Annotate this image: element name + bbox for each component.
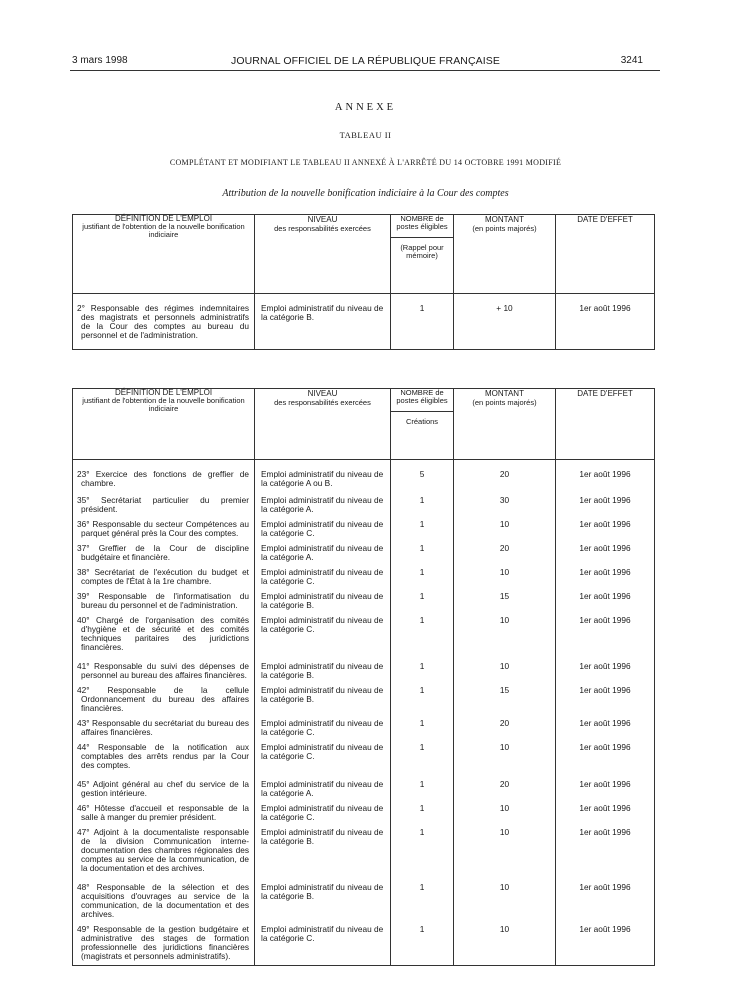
table-row [73,686,655,719]
table-row [73,662,655,686]
emploi-definition: 46° Hôtesse d'accueil et responsable de la salle à manger du premier président. [77,803,249,822]
date-effet: 1er août 1996 [556,304,655,350]
emploi-definition: 40° Chargé de l'organisation des comités d'hygiène et de sécurité et des comités techniques paritaires des juridictions financières. [77,615,249,652]
emploi-definition: 45° Adjoint général au chef du service de la gestion intérieure. [77,779,249,798]
header-page-number: 3241 [620,55,643,66]
table-creations-body [73,470,655,966]
emploi-definition: 38° Secrétariat de l'exécution du budget et comptes de l'État à la 1re chambre. [77,567,249,586]
niveau-responsabilite: Emploi administratif du niveau de la catégorie C. [255,719,391,743]
montant-points: 10 [454,828,556,883]
table-row [73,544,655,568]
col-header-date: DATE D'EFFET [556,215,655,294]
montant-points: 10 [454,804,556,828]
niveau-responsabilite: Emploi administratif du niveau de la catégorie C. [255,520,391,544]
table-row [73,719,655,743]
emploi-definition: 42° Responsable de la cellule Ordonnancement du bureau des affaires financières. [77,685,249,713]
nombre-postes: 1 [391,304,454,350]
niveau-responsabilite: Emploi administratif du niveau de la catégorie C. [255,568,391,592]
table-row [73,883,655,925]
emploi-definition: 36° Responsable du secteur Compétences au parquet général près la Cour des comptes. [77,519,249,538]
niveau-responsabilite: Emploi administratif du niveau de la catégorie B. [255,304,391,350]
date-effet: 1er août 1996 [556,804,655,828]
nombre-postes: 1 [391,883,454,925]
nombre-postes: 1 [391,662,454,686]
table-row [73,743,655,780]
montant-points: 30 [454,496,556,520]
table-creations [72,388,655,966]
date-effet: 1er août 1996 [556,780,655,804]
attribution-subtitle: Attribution de la nouvelle bonification indiciaire à la Cour des comptes [222,188,509,199]
niveau-responsabilite: Emploi administratif du niveau de la catégorie C. [255,616,391,662]
nombre-postes: 1 [391,686,454,719]
date-effet: 1er août 1996 [556,925,655,966]
table-modification-body [73,304,655,350]
niveau-responsabilite: Emploi administratif du niveau de la catégorie C. [255,804,391,828]
niveau-responsabilite: Emploi administratif du niveau de la catégorie A. [255,496,391,520]
montant-points: 15 [454,686,556,719]
date-effet: 1er août 1996 [556,520,655,544]
emploi-definition: 48° Responsable de la sélection et des acquisitions d'ouvrages au service de la communication, de la documentation et des archives. [77,882,249,919]
emploi-definition: 37° Greffier de la Cour de discipline budgétaire et financière. [77,543,249,562]
nombre-postes: 1 [391,743,454,780]
annexe-title: ANNEXE [334,102,397,113]
nombre-postes: 1 [391,828,454,883]
montant-points: 10 [454,883,556,925]
montant-points: 10 [454,662,556,686]
montant-points: 20 [454,470,556,496]
header-rule [70,70,660,71]
nombre-postes: 1 [391,780,454,804]
nombre-postes: 1 [391,804,454,828]
complement-title: COMPLÉTANT ET MODIFIANT LE TABLEAU II ANNEXÉ À L'ARRÊTÉ DU 14 OCTOBRE 1991 MODIFIÉ [169,158,562,167]
nombre-postes: 1 [391,544,454,568]
emploi-definition: 44° Responsable de la notification aux comptables des arrêts rendus par la Cour des comptes. [77,742,249,770]
col-header-niveau: NIVEAU des responsabilités exercées [255,215,391,294]
date-effet: 1er août 1996 [556,470,655,496]
montant-points: 15 [454,592,556,616]
date-effet: 1er août 1996 [556,544,655,568]
nombre-postes: 1 [391,496,454,520]
table-row [73,568,655,592]
montant-points: 10 [454,568,556,592]
niveau-responsabilite: Emploi administratif du niveau de la catégorie B. [255,883,391,925]
table-row [73,828,655,883]
emploi-definition: 2° Responsable des régimes indemnitaires des magistrats et personnels administratifs de la Cour des comptes au bureau du personnel et de l'administration. [77,303,249,340]
niveau-responsabilite: Emploi administratif du niveau de la catégorie C. [255,743,391,780]
emploi-definition: 23° Exercice des fonctions de greffier de chambre. [77,469,249,488]
montant-points: 10 [454,925,556,966]
niveau-responsabilite: Emploi administratif du niveau de la catégorie A. [255,780,391,804]
header-date: 3 mars 1998 [72,55,128,66]
nombre-postes: 5 [391,470,454,496]
col-header-montant: MONTANT (en points majorés) [454,215,556,294]
emploi-definition: 41° Responsable du suivi des dépenses de personnel au bureau des affaires financières. [77,661,249,680]
date-effet: 1er août 1996 [556,686,655,719]
nombre-postes: 1 [391,568,454,592]
table-row [73,304,655,350]
nombre-postes: 1 [391,719,454,743]
col-header-date: DATE D'EFFET [556,389,655,460]
emploi-definition: 49° Responsable de la gestion budgétaire et administrative des stages de formation professionnelle des juridictions financières (magistrats et personnels administratifs). [77,924,249,961]
niveau-responsabilite: Emploi administratif du niveau de la catégorie A ou B. [255,470,391,496]
niveau-responsabilite: Emploi administratif du niveau de la catégorie B. [255,686,391,719]
montant-points: 20 [454,780,556,804]
date-effet: 1er août 1996 [556,496,655,520]
montant-points: 20 [454,544,556,568]
date-effet: 1er août 1996 [556,616,655,662]
montant-points: + 10 [454,304,556,350]
header-journal-title: JOURNAL OFFICIEL DE LA RÉPUBLIQUE FRANÇAISE [231,55,500,67]
emploi-definition: 39° Responsable de l'informatisation du bureau du personnel et de l'administration. [77,591,249,610]
col-header-niveau: NIVEAU des responsabilités exercées [255,389,391,460]
date-effet: 1er août 1996 [556,883,655,925]
table-row [73,520,655,544]
table-row [73,496,655,520]
nombre-postes: 1 [391,520,454,544]
emploi-definition: 43° Responsable du secrétariat du bureau des affaires financières. [77,718,249,737]
table-row [73,780,655,804]
montant-points: 20 [454,719,556,743]
nombre-postes: 1 [391,592,454,616]
table-row [73,616,655,662]
table-row [73,592,655,616]
date-effet: 1er août 1996 [556,662,655,686]
table-modification [72,214,655,350]
col-header-definition: DÉFINITION DE L'EMPLOI justifiant de l'obtention de la nouvelle bonification indiciaire [73,215,255,294]
date-effet: 1er août 1996 [556,828,655,883]
table-header-row [73,389,655,460]
col-header-nombre: NOMBRE de postes éligibles (Rappel pour mémoire) [391,215,454,294]
niveau-responsabilite: Emploi administratif du niveau de la catégorie B. [255,662,391,686]
nombre-postes: 1 [391,616,454,662]
date-effet: 1er août 1996 [556,568,655,592]
nombre-postes: 1 [391,925,454,966]
col-header-montant: MONTANT (en points majorés) [454,389,556,460]
niveau-responsabilite: Emploi administratif du niveau de la catégorie C. [255,925,391,966]
montant-points: 10 [454,520,556,544]
col-header-definition: DÉFINITION DE L'EMPLOI justifiant de l'obtention de la nouvelle bonification indiciaire [73,389,255,460]
niveau-responsabilite: Emploi administratif du niveau de la catégorie B. [255,828,391,883]
table-row [73,925,655,966]
tableau-title: TABLEAU II [339,130,392,140]
table-row [73,470,655,496]
niveau-responsabilite: Emploi administratif du niveau de la catégorie B. [255,592,391,616]
table-row [73,804,655,828]
date-effet: 1er août 1996 [556,592,655,616]
table-header-row [73,215,655,294]
montant-points: 10 [454,743,556,780]
date-effet: 1er août 1996 [556,743,655,780]
montant-points: 10 [454,616,556,662]
emploi-definition: 47° Adjoint à la documentaliste responsable de la division Communication interne-documentation des chambres régionales des comptes au service de la communication, de la documentation et des archives. [77,827,249,873]
emploi-definition: 35° Secrétariat particulier du premier président. [77,495,249,514]
date-effet: 1er août 1996 [556,719,655,743]
niveau-responsabilite: Emploi administratif du niveau de la catégorie A. [255,544,391,568]
col-header-nombre: NOMBRE de postes éligibles Créations [391,389,454,460]
